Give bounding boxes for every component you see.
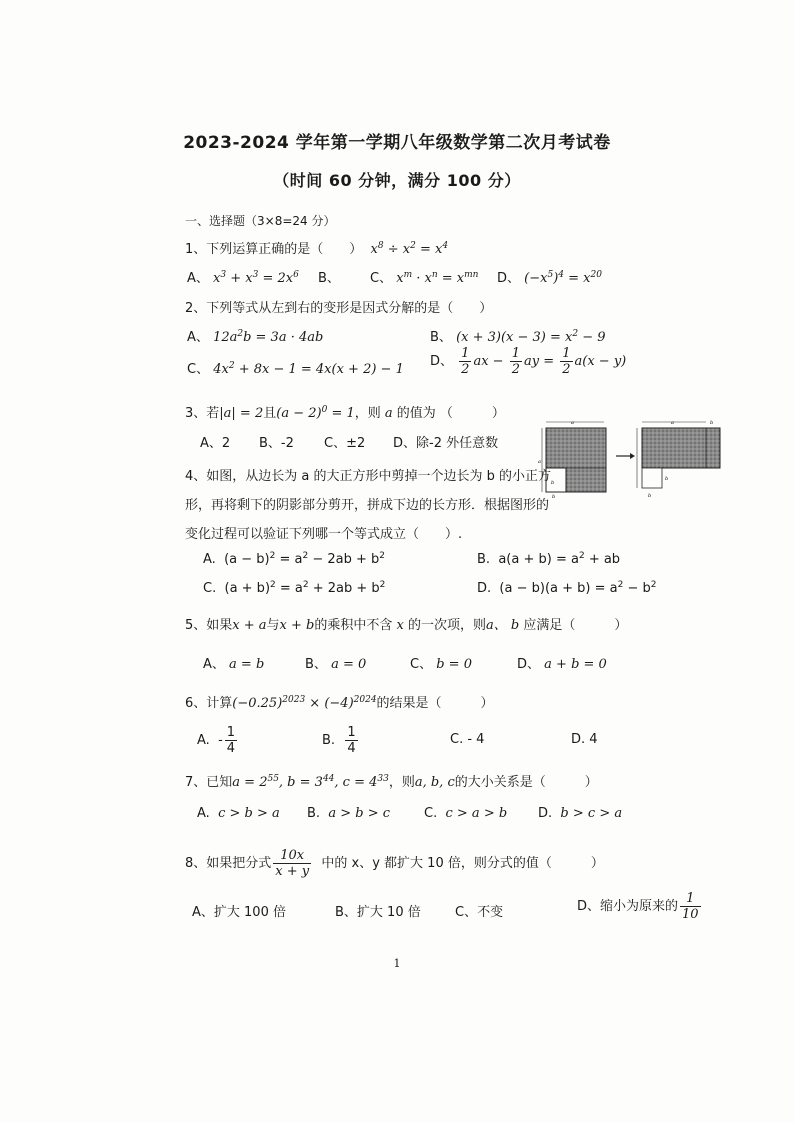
question-3-text: 的值为 （ ）: [396, 406, 505, 421]
option-formula: b > c > a: [556, 806, 623, 821]
option-formula: $x^m \cdot x^n = x^{mn}$: [396, 270, 479, 286]
question-3-variable: a: [380, 406, 397, 421]
question-7-formula: $a = 2^{55}$, $b = 3^{44}$, $c = 4^{33}$: [232, 774, 389, 790]
question-2-option-d[interactable]: [430, 346, 626, 377]
question-6-text: 6、计算: [185, 696, 233, 711]
option-label: B.: [477, 552, 491, 567]
question-4-option-c[interactable]: [203, 581, 385, 596]
square-cut-figure: [538, 418, 723, 500]
question-4-line-2: 形，再将剩下的阴影部分剪开，拼成下边的长方形．根据图形的: [185, 498, 550, 513]
question-2-stem: 2、下列等式从左到右的变形是因式分解的是（ ）: [185, 301, 493, 316]
option-label: A.: [203, 552, 216, 567]
option-label: A.: [197, 733, 210, 748]
svg-text:a: a: [571, 420, 574, 426]
question-8-text: 8、如果把分式: [185, 856, 272, 871]
page-number: 1: [393, 957, 401, 970]
svg-text:b: b: [665, 476, 669, 482]
option-formula: $4x^2 + 8x - 1 = 4x(x + 2) - 1$: [213, 361, 404, 377]
option-formula: a = 0: [331, 657, 367, 672]
question-8-fraction: $\frac{10x}{x + y}$: [275, 848, 310, 879]
question-6-text: 的结果是（ ）: [376, 696, 494, 711]
option-label: D、缩小为原来的: [577, 899, 679, 914]
question-5-option-a[interactable]: [203, 653, 264, 672]
exam-subtitle: （时间 60 分钟，满分 100 分）: [273, 171, 521, 190]
question-6-formula: $(-0.25)^{2023} \times (-4)^{2024}$: [232, 695, 377, 711]
question-4-option-d[interactable]: [477, 581, 656, 596]
question-6-stem: [185, 692, 714, 711]
question-4-option-a[interactable]: [203, 552, 385, 567]
question-6-option-b[interactable]: [322, 725, 360, 756]
question-7-option-c[interactable]: [424, 806, 507, 821]
question-5-text: 与: [266, 618, 280, 633]
svg-text:b: b: [552, 494, 556, 500]
option-formula: $(a - b)(a + b) = a^2 - b^2$: [495, 580, 657, 596]
option-label: B.: [307, 806, 321, 821]
option-formula: c > b > a: [213, 806, 280, 821]
option-formula: $12a^2b = 3a \cdot 4ab$: [213, 329, 324, 345]
option-label: A、: [203, 657, 225, 672]
question-5-variable: x: [392, 618, 408, 633]
question-3-option-b[interactable]: B、-2: [259, 436, 294, 451]
question-3-text: ，则: [354, 406, 381, 421]
question-8-option-c[interactable]: C、不变: [455, 905, 504, 920]
question-1-option-d[interactable]: [497, 267, 602, 286]
option-label: C、: [410, 657, 433, 672]
question-8-text: 中的 x、y 都扩大 10 倍，则分式的值（ ）: [321, 856, 604, 871]
question-8-stem: [185, 848, 714, 879]
question-1-option-b[interactable]: [318, 267, 340, 286]
option-label: B、: [305, 657, 327, 672]
question-1-stem: [185, 238, 714, 257]
svg-text:a: a: [671, 420, 674, 426]
svg-text:b: b: [551, 480, 555, 486]
option-formula: a > b > c: [324, 806, 391, 821]
question-5-formula: x + a: [232, 618, 267, 633]
option-formula: $(x + 3)(x - 3) = x^2 - 9$: [456, 329, 606, 345]
option-label: B、: [430, 330, 452, 345]
option-label: C、: [187, 362, 210, 377]
question-5-variable: a、 b: [486, 618, 524, 633]
option-formula: $(a - b)^2 = a^2 - 2ab + b^2$: [219, 551, 385, 567]
question-5-text: 应满足（ ）: [523, 618, 628, 633]
question-7-text: 7、已知: [185, 775, 233, 790]
question-7-option-d[interactable]: [538, 806, 622, 821]
option-label: D.: [538, 806, 553, 821]
option-label: D.: [477, 581, 492, 596]
option-label: A、: [187, 330, 209, 345]
option-formula: a + b = 0: [544, 657, 607, 672]
question-2-option-b[interactable]: [430, 326, 606, 345]
svg-text:b: b: [710, 420, 714, 426]
question-6-option-a[interactable]: [197, 725, 239, 756]
question-3-option-d[interactable]: D、除-2 外任意数: [393, 436, 499, 451]
question-4-option-b[interactable]: [477, 552, 620, 567]
option-label: C.: [424, 806, 438, 821]
question-4-line-3: 变化过程可以验证下列哪一个等式成立（ ）.: [185, 527, 463, 542]
question-7-stem: [185, 771, 714, 790]
option-formula: $(-x^5)^4 = x^{20}$: [524, 270, 602, 286]
question-1-text: 1、下列运算正确的是（ ）: [185, 242, 363, 257]
question-5-stem: [185, 614, 714, 633]
question-3-formula: |a| = 2: [219, 406, 264, 421]
option-formula: $a(a + b) = a^2$ + ab: [494, 551, 621, 567]
question-2-option-c[interactable]: [187, 358, 404, 377]
question-7-text: ，则: [388, 775, 415, 790]
question-5-text: 的乘积中不含: [314, 618, 393, 633]
option-formula: $(a + b)^2 = a^2 + 2ab + b^2$: [220, 580, 386, 596]
option-label: B.: [322, 733, 336, 748]
option-label: A、: [187, 271, 209, 286]
question-6-option-c[interactable]: C. - 4: [450, 732, 485, 747]
question-6-option-d[interactable]: D. 4: [571, 732, 598, 747]
question-1-formula: $x^8 \div x^2 = x^4$: [366, 241, 449, 257]
question-3-option-c[interactable]: C、±2: [324, 436, 366, 451]
question-1-option-a[interactable]: [187, 267, 299, 286]
question-3-option-a[interactable]: A、2: [200, 436, 231, 451]
section-heading: 一、选择题（3×8=24 分）: [185, 214, 336, 228]
question-5-option-c[interactable]: [410, 653, 472, 672]
question-2-option-a[interactable]: [187, 326, 323, 345]
question-7-text: 的大小关系是（ ）: [454, 775, 598, 790]
option-label: D、: [517, 657, 541, 672]
question-8-option-a[interactable]: A、扩大 100 倍: [192, 905, 286, 920]
question-5-text: 的一次项，则: [407, 618, 486, 633]
question-7-option-b[interactable]: [307, 806, 390, 821]
option-formula: $\frac{1}{4}$: [347, 725, 356, 756]
svg-text:a: a: [538, 459, 541, 465]
option-label: B、: [318, 271, 340, 286]
option-formula: c > a > b: [441, 806, 508, 821]
exam-title: 2023-2024 学年第一学期八年级数学第二次月考试卷: [183, 133, 611, 153]
option-formula: $x^3 + x^3 = 2x^6$: [213, 270, 299, 286]
option-label: A.: [197, 806, 210, 821]
question-3-text: 3、若: [185, 406, 220, 421]
question-8-option-d[interactable]: [577, 891, 703, 922]
question-1-option-c[interactable]: [370, 267, 478, 286]
question-7-variables: a, b, c: [414, 775, 455, 790]
option-formula: - $\frac{1}{4}$: [213, 725, 236, 756]
question-5-option-d[interactable]: [517, 653, 607, 672]
option-label: D、: [430, 354, 454, 369]
question-8-option-b[interactable]: B、扩大 10 倍: [335, 905, 421, 920]
question-3-formula: $(a - 2)^0 = 1$: [276, 405, 355, 421]
question-7-option-a[interactable]: [197, 806, 280, 821]
option-label: C、: [370, 271, 393, 286]
question-5-option-b[interactable]: [305, 653, 366, 672]
option-formula: b = 0: [436, 657, 472, 672]
svg-text:b: b: [648, 493, 652, 499]
option-formula: $\frac{1}{10}$: [682, 891, 699, 922]
question-5-formula: x + b: [279, 618, 315, 633]
option-formula: a = b: [229, 657, 265, 672]
question-3-text: 且: [263, 406, 277, 421]
option-formula: $\frac{1}{2}$ ax − $\frac{1}{2}$ ay = $\frac{1}{2}$ a(x − y): [461, 346, 627, 377]
option-label: C.: [203, 581, 217, 596]
option-label: D、: [497, 271, 521, 286]
question-5-text: 5、如果: [185, 618, 233, 633]
question-4-line-1: 4、如图，从边长为 a 的大正方形中剪掉一个边长为 b 的小正方: [185, 469, 552, 484]
